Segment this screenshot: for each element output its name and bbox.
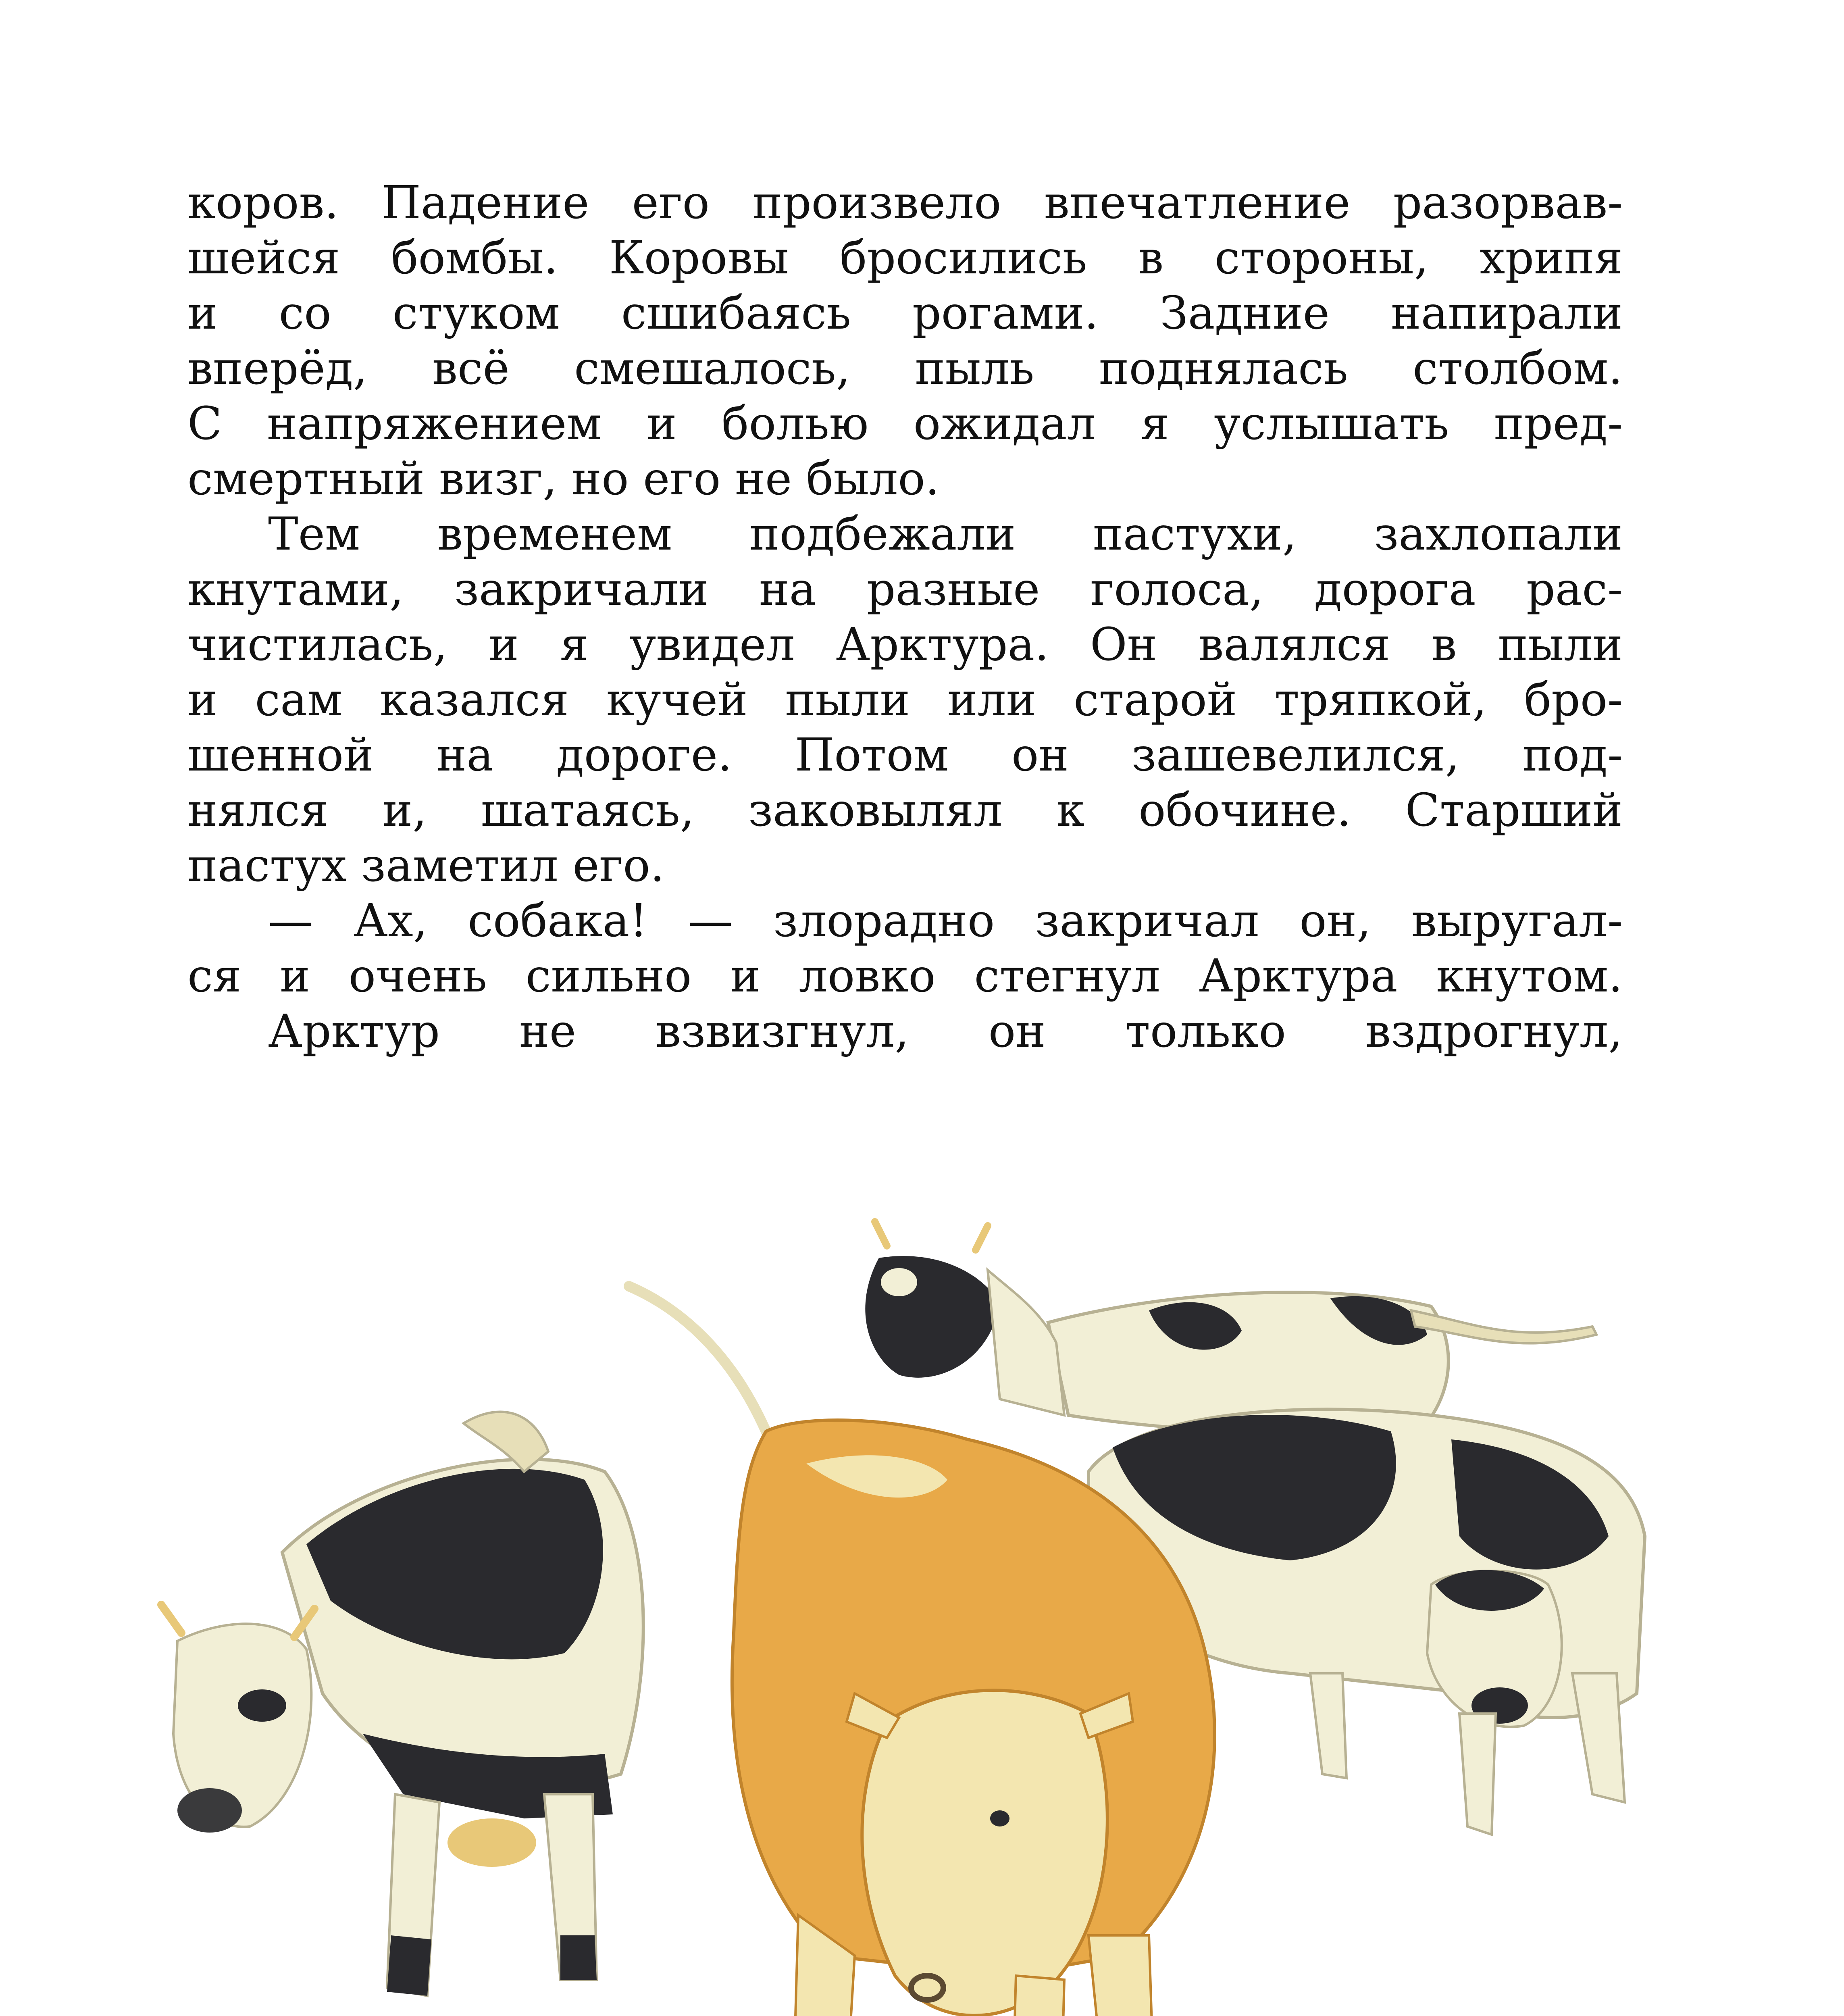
text-line: смертный визг, но его не было. xyxy=(187,453,940,505)
story-text xyxy=(187,175,1623,1059)
text-line: кнутами, закричали на разные голоса, дорога рас- xyxy=(187,563,1623,616)
text-line: Тем временем подбежали пастухи, захлопали xyxy=(268,508,1623,560)
text-line: Арктур не взвизгнул, он только вздрогнул, xyxy=(268,1005,1623,1058)
text-line: нялся и, шатаясь, заковылял к обочине. Старший xyxy=(187,784,1623,837)
text-line: вперёд, всё смешалось, пыль поднялась столбом. xyxy=(187,342,1623,395)
text-line: шейся бомбы. Коровы бросились в стороны, хрипя xyxy=(187,232,1623,284)
text-line: — Ах, собака! — злорадно закричал он, выругал- xyxy=(268,895,1623,947)
text-line: С напряжением и болью ожидал я услышать пред- xyxy=(187,398,1623,450)
text-line: чистилась, и я увидел Арктура. Он валялся в пыли xyxy=(187,619,1623,671)
text-line: и сам казался кучей пыли или старой тряпкой, бро- xyxy=(187,674,1623,726)
text-line: ся и очень сильно и ловко стегнул Арктура кнутом. xyxy=(187,950,1623,1002)
text-line: и со стуком сшибаясь рогами. Задние напирали xyxy=(187,287,1623,339)
cows-illustration xyxy=(0,1189,1844,2016)
cow-back xyxy=(865,1222,1596,1435)
text-line: коров. Падение его произвело впечатление разорвав- xyxy=(187,177,1623,229)
cow-left xyxy=(161,1412,643,1996)
text-line: шенной на дороге. Потом он зашевелился, под- xyxy=(187,729,1623,781)
text-line: пастух заметил его. xyxy=(187,839,665,892)
